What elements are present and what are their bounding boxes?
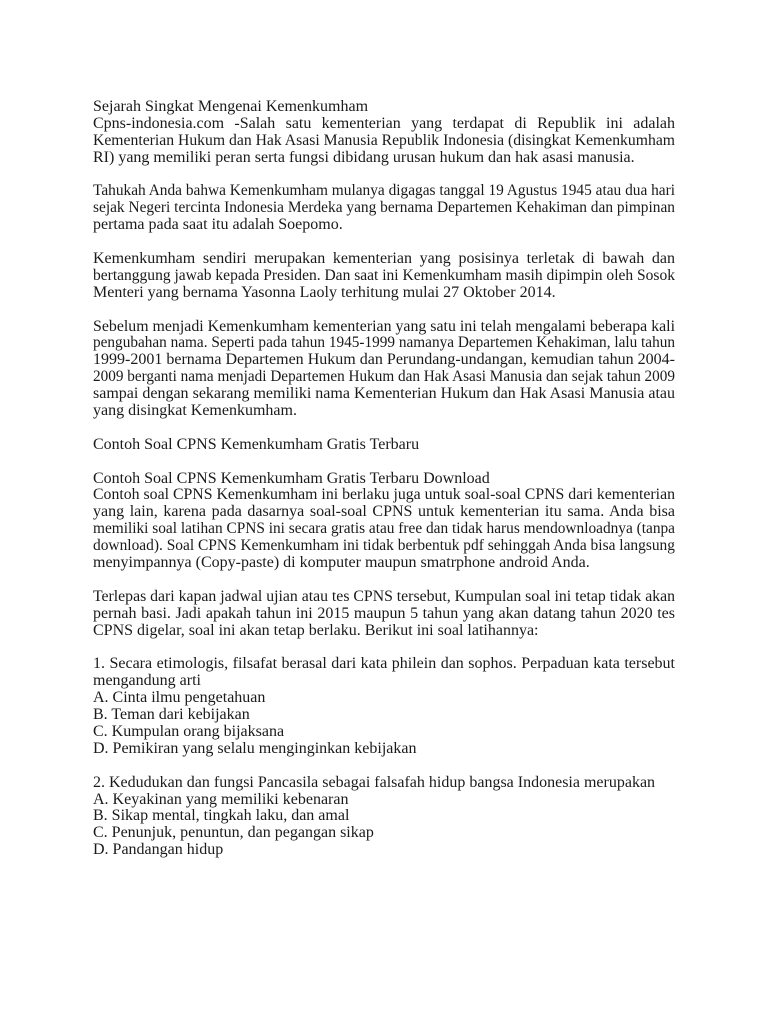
text-line: Sejarah Singkat Mengenai Kemenkumham [93,98,369,115]
text-line: Tahukah Anda bahwa Kemenkumham mulanya digagas tanggal 19 Agustus 1945 atau dua hari [93,183,675,200]
text-line: pernah basi. Jadi apakah tahun ini 2015 maupun 5 tahun yang akan datang tahun 2020 tes [93,605,675,622]
text-line: C. Penunjuk, penuntun, dan pegangan sikap [93,824,374,842]
paragraph-spacer [93,454,675,471]
text-line: A. Keyakinan yang memiliki kebenaran [93,790,349,808]
text-line: yang lain, karena pada dasarnya soal-soal CPNS untuk kementerian itu sama. Anda bisa [93,504,675,521]
paragraph [93,99,675,167]
text-line: Cpns-indonesia.com -Salah satu kementerian yang terdapat di Republik ini adalah [93,115,675,132]
text-line: Contoh Soal CPNS Kemenkumham Gratis Terbaru [93,435,420,453]
text-line: 1999-2001 bernama Departemen Hukum dan Perundang-undangan, kemudian tahun 2004- [93,352,675,369]
text-line: pertama pada saat itu adalah Soepomo. [93,216,343,234]
text-line: CPNS digelar, soal ini akan tetap berlaku. Berikut ini soal latihannya: [93,621,539,639]
text-line: Menteri yang bernama Yasonna Laoly terhitung mulai 27 Oktober 2014. [93,283,556,301]
text-line: B. Teman dari kebijakan [93,706,250,724]
paragraph [93,471,675,572]
text-line: D. Pemikiran yang selalu menginginkan kebijakan [93,739,417,757]
text-line: B. Sikap mental, tingkah laku, dan amal [93,807,350,825]
paragraph-spacer [93,572,675,589]
text-line: bertanggung jawab kepada Presiden. Dan saat ini Kemenkumham masih dipimpin oleh Sosok [93,267,675,284]
paragraph-spacer [93,420,675,437]
paragraph [93,437,675,454]
paragraph-spacer [93,167,675,184]
paragraph-spacer [93,234,675,251]
text-line: memiliki soal latihan CPNS ini secara gratis atau free dan tidak harus mendownloadnya (tanpa [93,521,675,538]
text-line: sampai dengan sekarang memiliki nama Kementerian Hukum dan Hak Asasi Manusia atau [93,386,675,403]
text-line: Sebelum menjadi Kemenkumham kementerian yang satu ini telah mengalami beberapa kali [93,318,675,335]
text-line: 1. Secara etimologis, filsafat berasal dari kata philein dan sophos. Perpaduan kata tersebut [93,656,675,673]
text-line: yang disingkat Kemenkumham. [93,402,297,420]
text-line: mengandung arti [93,672,201,690]
text-line: RI) yang memiliki peran serta fungsi dibidang urusan hukum dan hak asasi manusia. [93,148,635,166]
paragraph [93,656,675,757]
text-line: Terlepas dari kapan jadwal ujian atau tes CPNS tersebut, Kumpulan soal ini tetap tidak akan [93,588,675,605]
text-line: 2009 berganti nama menjadi Departemen Hukum dan Hak Asasi Manusia dan sejak tahun 2009 [93,369,675,386]
paragraph [93,775,675,859]
text-line: A. Cinta ilmu pengetahuan [93,689,266,707]
text-line: sejak Negeri tercinta Indonesia Merdeka yang bernama Departemen Kehakiman dan pimpinan [93,200,675,217]
text-line: Kementerian Hukum dan Hak Asasi Manusia Republik Indonesia (disingkat Kemenkumham [93,132,675,149]
text-line: menyimpannya (Copy-paste) di komputer maupun smatrphone android Anda. [93,554,590,572]
document-body [93,99,675,859]
text-line: pengubahan nama. Seperti pada tahun 1945-1999 namanya Departemen Kehakiman, lalu tahun [93,335,675,352]
text-line: Contoh Soal CPNS Kemenkumham Gratis Terbaru Download [93,469,490,487]
text-line: download). Soal CPNS Kemenkumham ini tidak berbentuk pdf sehinggah Anda bisa langsung [93,538,675,555]
paragraph [93,319,675,420]
paragraph-spacer [93,302,675,319]
paragraph [93,589,675,640]
text-line: Kemenkumham sendiri merupakan kementerian yang posisinya terletak di bawah dan [93,251,675,268]
text-line: D. Pandangan hidup [93,841,224,859]
text-line: Contoh soal CPNS Kemenkumham ini berlaku juga untuk soal-soal CPNS dari kementerian [93,487,675,504]
paragraph-spacer [93,640,675,657]
paragraph-spacer [93,758,675,775]
text-line: C. Kumpulan orang bijaksana [93,722,285,740]
paragraph [93,251,675,302]
text-line: 2. Kedudukan dan fungsi Pancasila sebagai falsafah hidup bangsa Indonesia merupakan [93,773,656,791]
paragraph [93,183,675,234]
